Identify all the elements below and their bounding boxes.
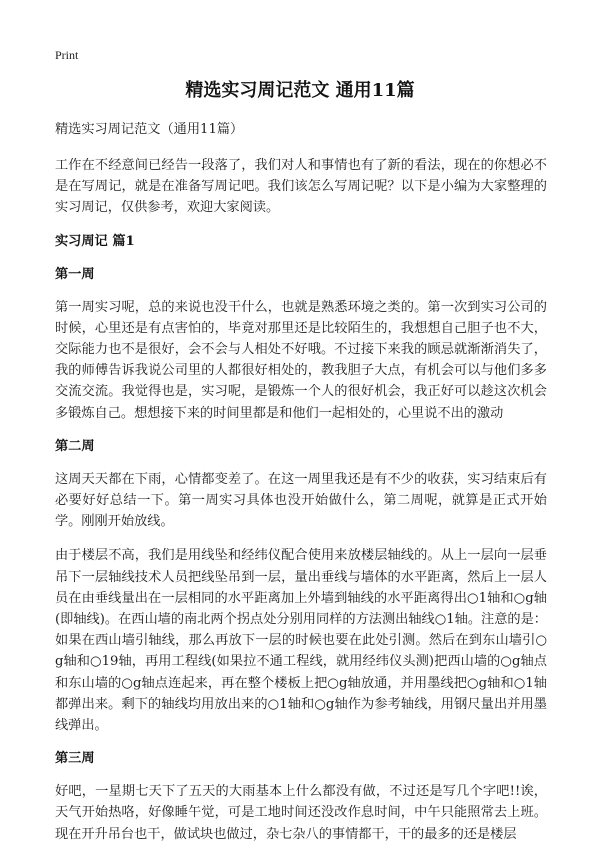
week-heading-2: 第二周	[55, 438, 95, 454]
week-1-paragraph: 第一周实习呢，总的来说也没干什么，也就是熟悉环境之类的。第一次到实习公司的时候，心里还是有点害怕的，毕竟对那里还是比较陌生的，我想想自己胆子也不大，交际能力也不是很好，会不会与人相处不好哦。不过接下来我的顾忌就渐渐消失了，我的师傅告诉我说公司里的人都很好相处的，教我胆子大点，有机会可以与他们多多交流交流。我觉得也是，实习呢，是锻炼一个人的很好机会，我正好可以趁这次机会多锻炼自己。想想接下来的时间里都是和他们一起相处的，心里说不出的激动	[55, 299, 547, 421]
page-title: 精选实习周记范文 通用11篇	[185, 80, 415, 101]
week-3-paragraph: 好吧，一星期七天下了五天的大雨基本上什么都没有做，不过还是写几个字吧!!诶，天气开始热咯，好像睡午觉，可是工地时间还没改作息时间，中午只能照常去上班。现在开升吊台也干，做试块也做过，杂七杂八的事情都干，干的最多的还是楼层	[55, 784, 547, 842]
article-body	[55, 120, 547, 858]
article-subtitle: 精选实习周记范文（通用11篇）	[55, 122, 244, 137]
week-2-paragraph-2: 由于楼层不高，我们是用线坠和经纬仪配合使用来放楼层轴线的。从上一层向一层垂吊下一层轴线技术人员把线坠吊到一层，量出垂线与墙体的水平距离，然后上一层人员在由垂线量出在一层相同的水平距离加上外墙到轴线的水平距离得出○1轴和○g轴(即轴线)。在西山墙的南北两个拐点处分别用同样的方法测出轴线○1轴。注意的是：如果在西山墙引轴线，那么再放下一层的时候也要在此处引测。然后在到东山墙引○g轴和○19轴，再用工程线(如果拉不通工程线，就用经纬仪头测)把西山墙的○g轴点和东山墙的○g轴点连起来，再在整个楼板上把○g轴放通，并用墨线把○g轴和○1轴都弹出来。剩下的轴线均用放出来的○1轴和○g轴作为参考轴线，用钢尺量出并用墨线弹出。	[55, 548, 547, 734]
print-link[interactable]: Print	[55, 48, 79, 62]
week-2-paragraph-1: 这周天天都在下雨，心情都变差了。在这一周里我还是有不少的收获，实习结束后有必要好好总结一下。第一周实习具体也没开始做什么，第二周呢，就算是正式开始学。刚刚开始放线。	[55, 471, 547, 530]
section-heading: 实习周记 篇1	[55, 233, 135, 249]
week-heading-1: 第一周	[55, 266, 95, 282]
intro-paragraph: 工作在不经意间已经告一段落了，我们对人和事情也有了新的看法，现在的你想必不是在写周记，就是在准备写周记吧。我们该怎么写周记呢？以下是小编为大家整理的实习周记，仅供参考，欢迎大家阅读。	[55, 158, 547, 216]
week-heading-3: 第三周	[55, 751, 95, 767]
